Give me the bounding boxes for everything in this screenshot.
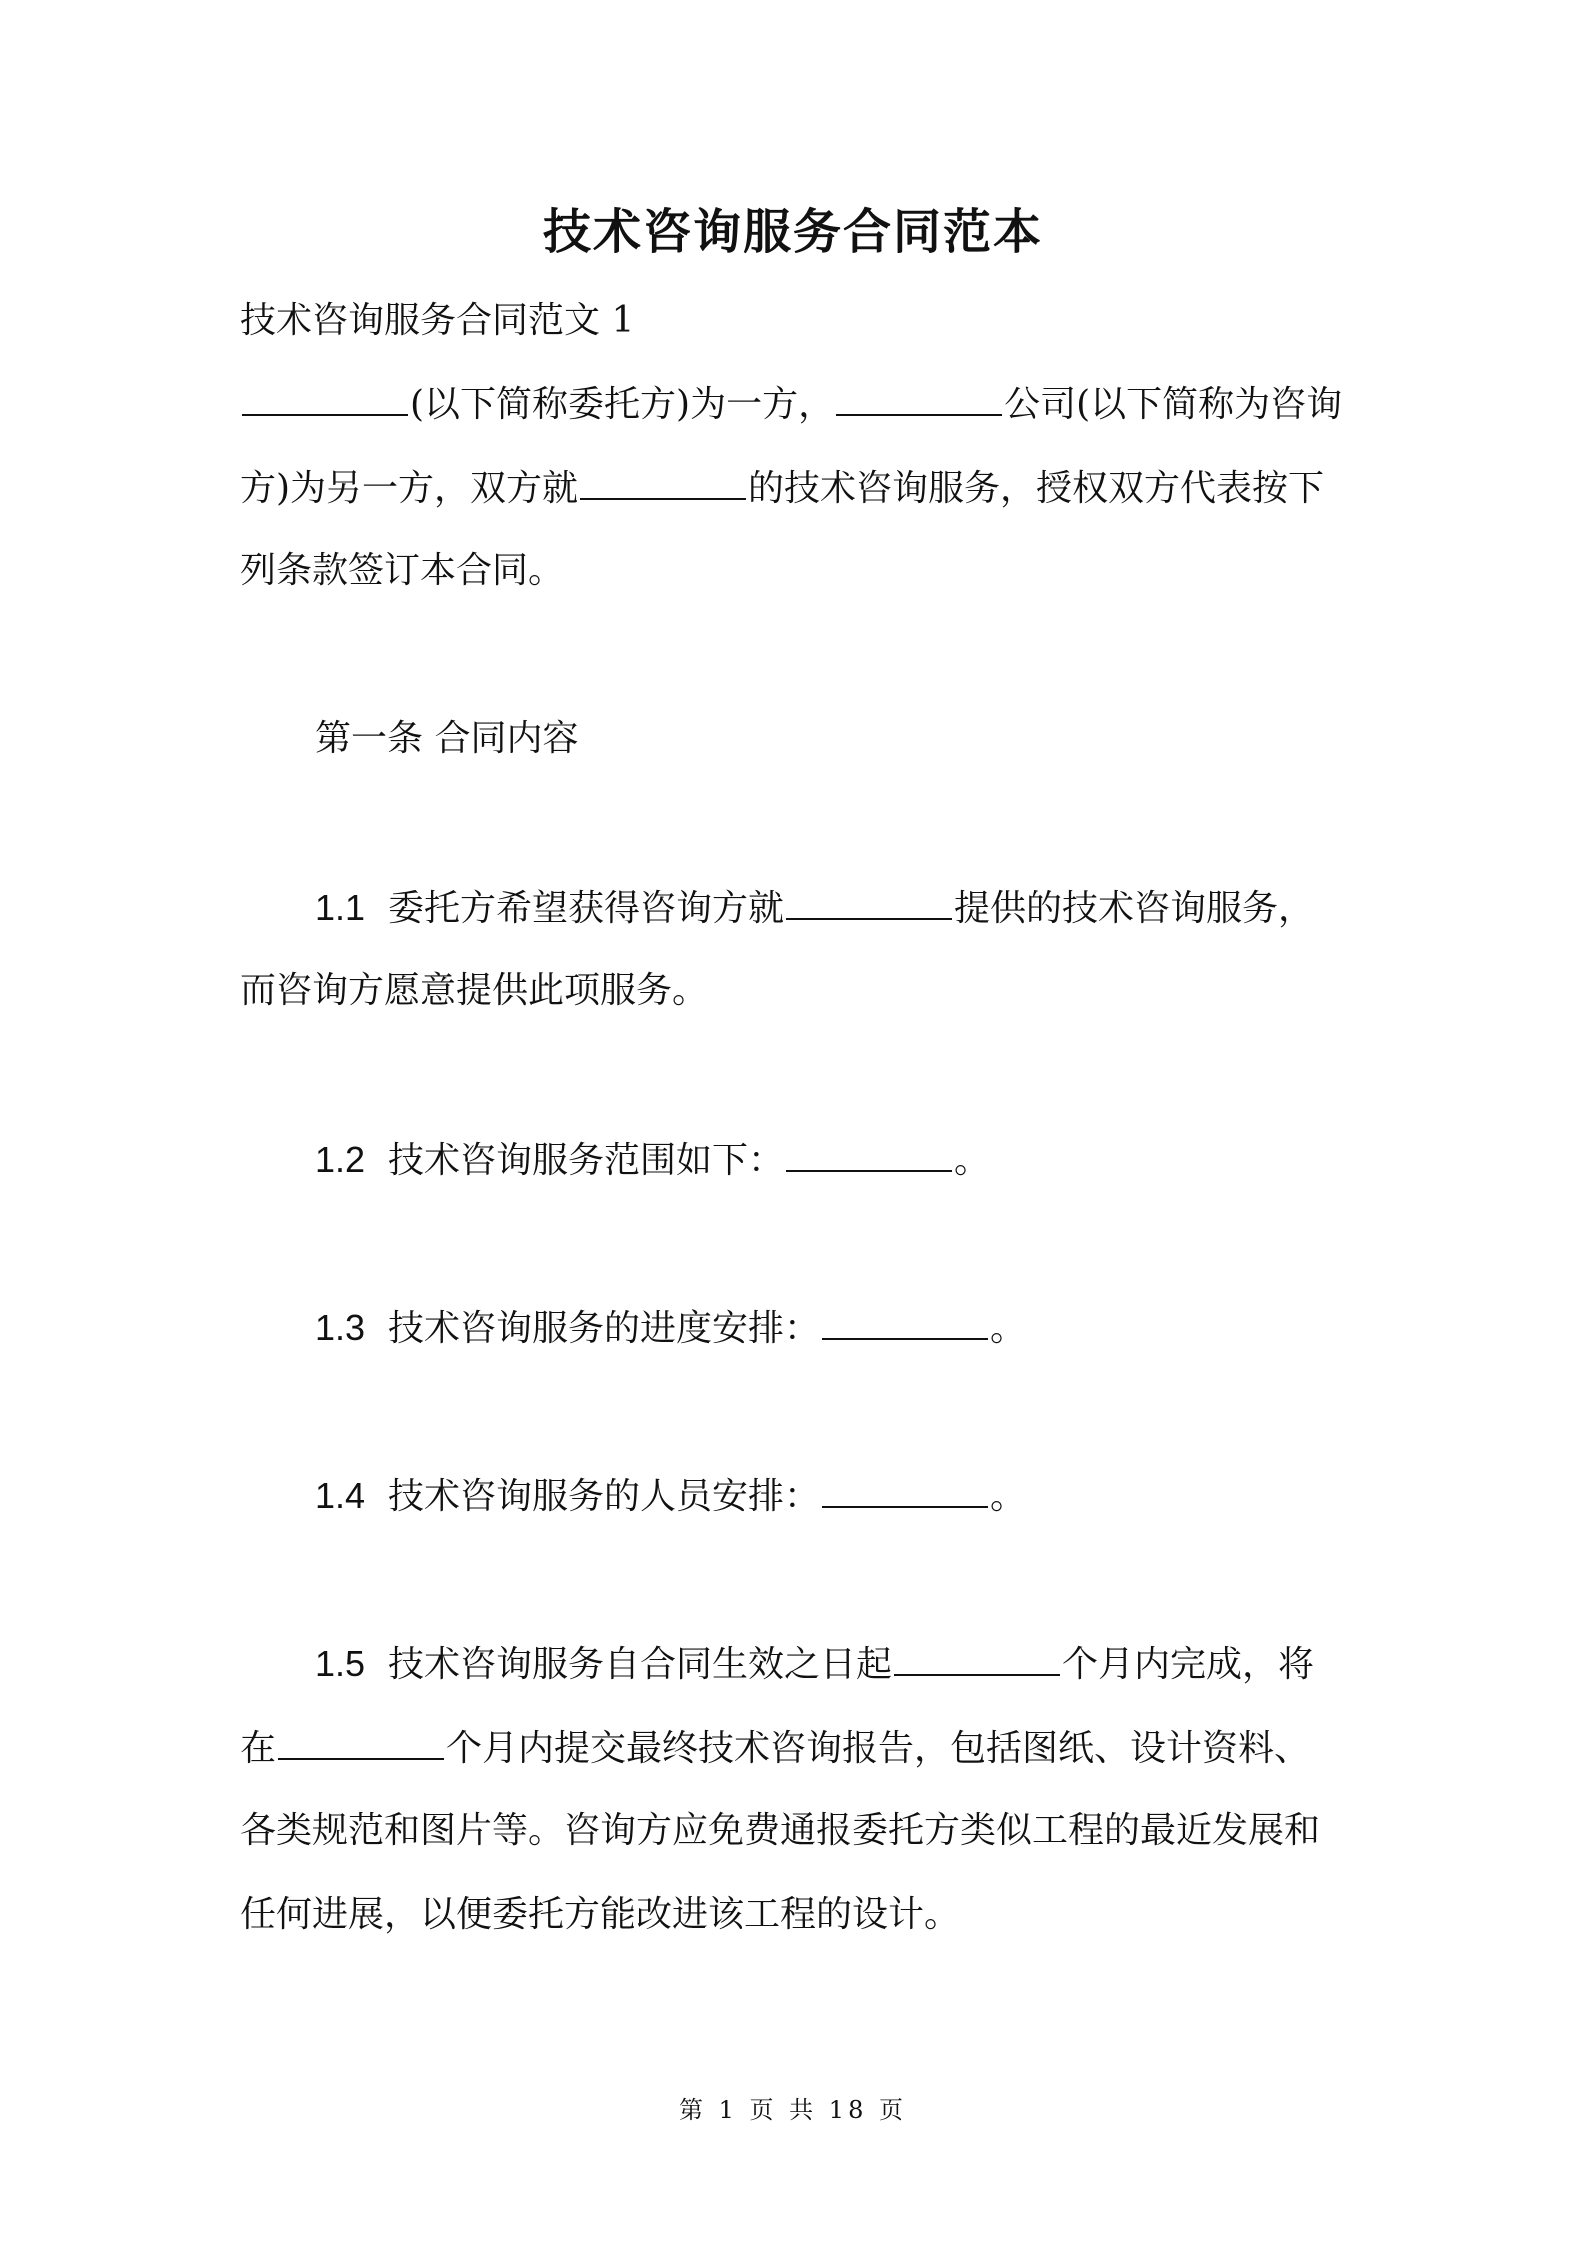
blank-service-scope (786, 1134, 952, 1172)
blank-months-complete (894, 1638, 1060, 1676)
clause-text: 各类规范和图片等。咨询方应免费通报委托方类似工程的最近发展和 (240, 1810, 1321, 1851)
intro-line-2 (240, 462, 1360, 514)
intro-line-3 (240, 546, 1360, 596)
intro-line-1 (240, 378, 1360, 430)
clause-1-5-cont-3 (240, 1890, 1360, 1940)
clause-text: 技术咨询服务的人员安排： (387, 1476, 820, 1517)
clause-text: 技术咨询服务自合同生效之日起 (387, 1644, 892, 1685)
clause-text: 。 (989, 1308, 1026, 1349)
blank-months-report (278, 1722, 444, 1760)
intro-text: 方)为另一方，双方就 (240, 468, 579, 509)
clause-text: 技术咨询服务范围如下： (387, 1140, 784, 1181)
clause-number: 1.1 (315, 887, 366, 928)
clause-number: 1.3 (315, 1307, 366, 1348)
intro-text: (以下简称委托方)为一方， (410, 384, 835, 425)
blank-service-subject (580, 462, 746, 500)
clause-1-1 (315, 882, 1360, 934)
clause-1-5 (315, 1638, 1360, 1690)
clause-1-1-cont (240, 966, 1360, 1016)
document-subtitle (240, 296, 1360, 346)
clause-1-3 (315, 1302, 1360, 1354)
clause-1-4 (315, 1470, 1360, 1522)
clause-text: 。 (989, 1476, 1026, 1517)
clause-text: 。 (953, 1140, 990, 1181)
subtitle-text: 技术咨询服务合同范文 1 (240, 300, 635, 341)
blank-schedule (822, 1302, 988, 1340)
clause-number: 1.4 (315, 1475, 366, 1516)
blank-staffing (822, 1470, 988, 1508)
clause-number: 1.5 (315, 1643, 366, 1684)
clause-text: 在 (240, 1728, 277, 1769)
clause-text: 而咨询方愿意提供此项服务。 (240, 970, 709, 1011)
document-title: 技术咨询服务合同范本 (542, 204, 1043, 260)
clause-1-5-cont-1 (240, 1722, 1360, 1774)
clause-text: 个月内提交最终技术咨询报告，包括图纸、设计资料、 (446, 1728, 1311, 1769)
clause-1-2 (315, 1134, 1360, 1186)
page-footer: 第 1 页 共 18 页 (679, 2096, 907, 2124)
blank-company-name (836, 378, 1002, 416)
intro-text: 的技术咨询服务，授权双方代表按下 (748, 468, 1325, 509)
blank-consult-subject (786, 882, 952, 920)
clause-text: 任何进展，以便委托方能改进该工程的设计。 (240, 1894, 961, 1935)
clause-number: 1.2 (315, 1139, 366, 1180)
intro-text: 列条款签订本合同。 (240, 550, 565, 591)
blank-client-name (242, 378, 408, 416)
article-1-heading (315, 714, 1360, 764)
clause-text: 技术咨询服务的进度安排： (387, 1308, 820, 1349)
intro-text: 公司(以下简称为咨询 (1004, 384, 1343, 425)
clause-text: 个月内完成，将 (1061, 1644, 1314, 1685)
clause-1-5-cont-2 (240, 1806, 1360, 1856)
clause-text: 提供的技术咨询服务， (953, 888, 1314, 929)
clause-text: 委托方希望获得咨询方就 (387, 888, 784, 929)
heading-text: 第一条 合同内容 (315, 718, 579, 759)
